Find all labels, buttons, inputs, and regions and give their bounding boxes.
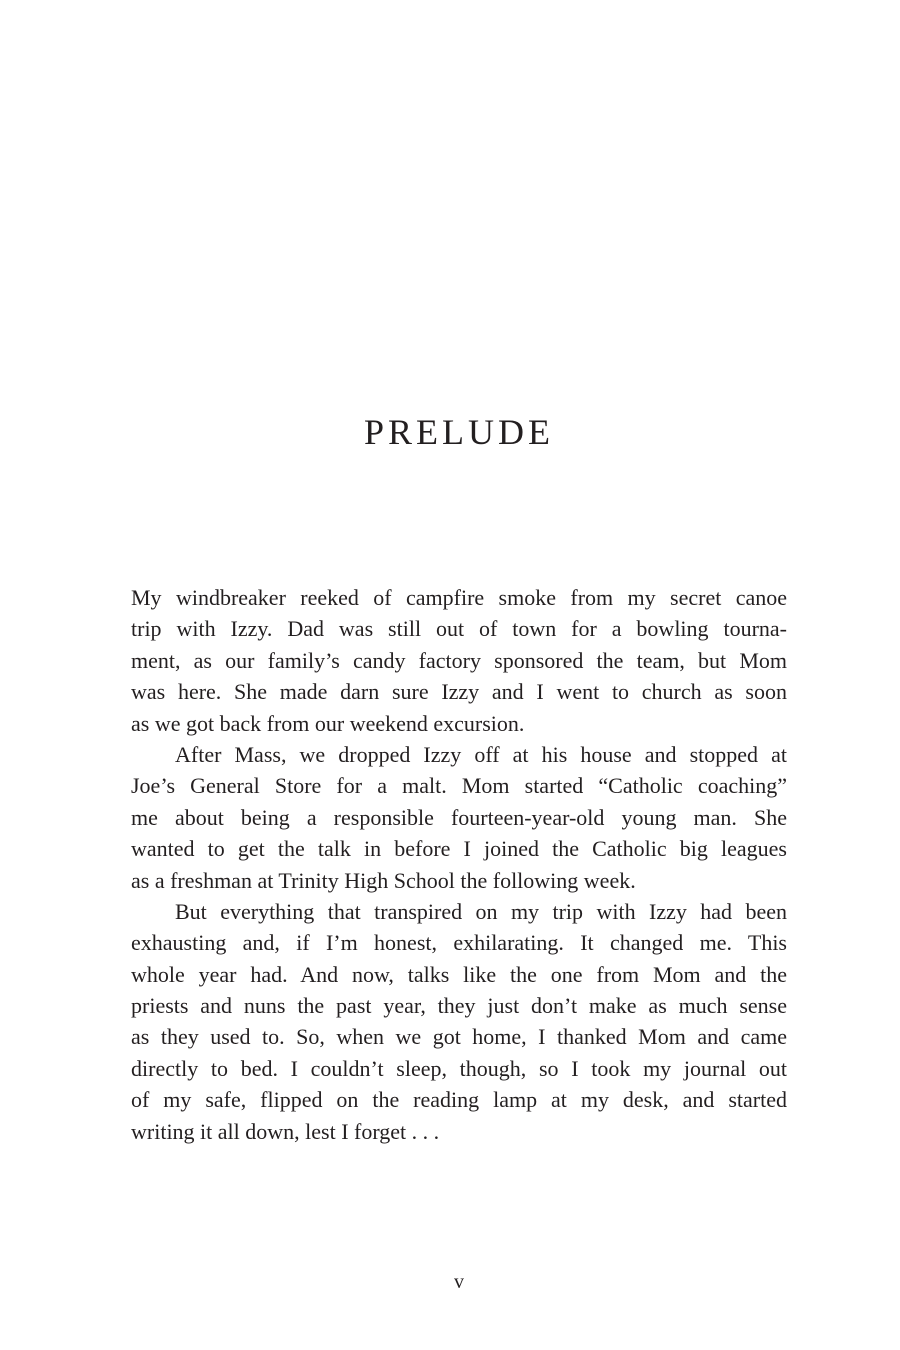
- page-number: v: [454, 1271, 464, 1293]
- text-line: After Mass, we dropped Izzy off at his house and stopped at: [175, 741, 787, 767]
- text-line: ment, as our family’s candy factory sponsored the team, but Mom: [131, 647, 787, 673]
- text-line: wanted to get the talk in before I joined the Catholic big leagues: [131, 836, 787, 862]
- text-line: Joe’s General Store for a malt. Mom started “Catholic coaching”: [131, 773, 787, 799]
- text-line: exhausting and, if I’m honest, exhilarating. It changed me. This: [131, 930, 787, 956]
- body-text: [131, 582, 787, 1147]
- paragraph: [131, 896, 787, 1147]
- text-line: trip with Izzy. Dad was still out of town for a bowling tourna-: [131, 616, 787, 642]
- text-line: as a freshman at Trinity High School the following week.: [131, 867, 636, 893]
- text-line: directly to bed. I couldn’t sleep, though, so I took my journal out: [131, 1055, 787, 1081]
- text-line: as they used to. So, when we got home, I thanked Mom and came: [131, 1024, 787, 1050]
- paragraph: [131, 739, 787, 896]
- chapter-title: PRELUDE: [364, 412, 554, 452]
- text-line: My windbreaker reeked of campfire smoke from my secret canoe: [131, 585, 787, 610]
- text-line: me about being a responsible fourteen-year-old young man. She: [131, 804, 787, 830]
- paragraph: [131, 582, 787, 739]
- text-line: priests and nuns the past year, they just don’t make as much sense: [131, 993, 787, 1019]
- text-line: writing it all down, lest I forget . . .: [131, 1118, 440, 1144]
- text-line: was here. She made darn sure Izzy and I went to church as soon: [131, 679, 787, 705]
- text-line: as we got back from our weekend excursion.: [131, 710, 525, 736]
- text-line: of my safe, flipped on the reading lamp at my desk, and started: [131, 1087, 787, 1113]
- text-line: But everything that transpired on my trip with Izzy had been: [175, 898, 787, 924]
- text-line: whole year had. And now, talks like the one from Mom and the: [131, 961, 787, 987]
